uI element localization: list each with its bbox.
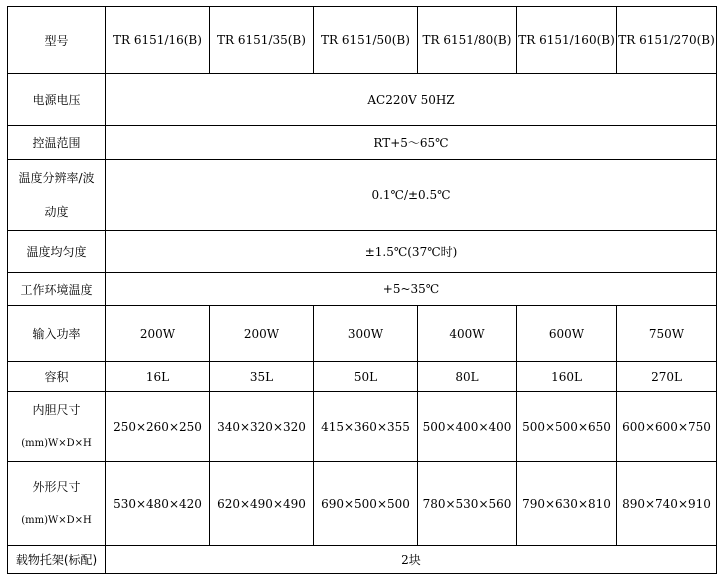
uniformity-value: ±1.5℃(37℃时) (106, 231, 717, 273)
volume-cell: 270L (617, 362, 717, 392)
ambient-label: 工作环境温度 (8, 273, 106, 306)
model-label: 型号 (8, 7, 106, 74)
power-supply-row (8, 74, 717, 126)
spec-table (7, 6, 717, 574)
temp-range-value: RT+5～65℃ (106, 126, 717, 160)
outer-size-cell: 790×630×810 (517, 462, 617, 546)
volume-label: 容积 (8, 362, 106, 392)
model-row (8, 7, 717, 74)
resolution-label (8, 160, 106, 231)
input-power-cell: 300W (314, 306, 418, 362)
uniformity-label: 温度均匀度 (8, 231, 106, 273)
input-power-cell: 600W (517, 306, 617, 362)
outer-size-label-line1: 外形尺寸 (32, 479, 81, 494)
outer-size-cell: 530×480×420 (106, 462, 210, 546)
temp-range-label: 控温范围 (8, 126, 106, 160)
uniformity-row (8, 231, 717, 273)
inner-size-label-line2: (mm)W×D×H (21, 437, 92, 449)
inner-size-cell: 250×260×250 (106, 392, 210, 462)
inner-size-label-line1: 内胆尺寸 (32, 402, 81, 417)
ambient-value: +5~35℃ (106, 273, 717, 306)
ambient-row (8, 273, 717, 306)
shelves-label: 载物托架(标配) (8, 546, 106, 574)
inner-size-row (8, 392, 717, 462)
outer-size-cell: 620×490×490 (210, 462, 314, 546)
input-power-cell: 200W (106, 306, 210, 362)
temp-range-row (8, 126, 717, 160)
shelves-value: 2块 (106, 546, 717, 574)
outer-size-cell: 690×500×500 (314, 462, 418, 546)
outer-size-row (8, 462, 717, 546)
model-cell: TR 6151/16(B) (106, 7, 210, 74)
volume-cell: 35L (210, 362, 314, 392)
inner-size-cell: 500×500×650 (517, 392, 617, 462)
model-cell: TR 6151/270(B) (617, 7, 717, 74)
input-power-cell: 200W (210, 306, 314, 362)
model-cell: TR 6151/160(B) (517, 7, 617, 74)
outer-size-cell: 780×530×560 (418, 462, 517, 546)
inner-size-cell: 340×320×320 (210, 392, 314, 462)
input-power-cell: 750W (617, 306, 717, 362)
input-power-label: 输入功率 (8, 306, 106, 362)
outer-size-label-line2: (mm)W×D×H (21, 514, 92, 526)
inner-size-label (8, 392, 106, 462)
shelves-row (8, 546, 717, 574)
volume-row (8, 362, 717, 392)
volume-cell: 160L (517, 362, 617, 392)
model-cell: TR 6151/50(B) (314, 7, 418, 74)
input-power-row (8, 306, 717, 362)
inner-size-cell: 500×400×400 (418, 392, 517, 462)
volume-cell: 80L (418, 362, 517, 392)
volume-cell: 16L (106, 362, 210, 392)
resolution-value: 0.1℃/±0.5℃ (106, 160, 717, 231)
resolution-label-line2: 动度 (44, 205, 69, 219)
model-cell: TR 6151/35(B) (210, 7, 314, 74)
outer-size-cell: 890×740×910 (617, 462, 717, 546)
resolution-label-line1: 温度分辨率/波 (18, 171, 95, 185)
power-supply-label: 电源电压 (8, 74, 106, 126)
outer-size-label (8, 462, 106, 546)
inner-size-cell: 600×600×750 (617, 392, 717, 462)
model-cell: TR 6151/80(B) (418, 7, 517, 74)
volume-cell: 50L (314, 362, 418, 392)
resolution-row (8, 160, 717, 231)
input-power-cell: 400W (418, 306, 517, 362)
inner-size-cell: 415×360×355 (314, 392, 418, 462)
power-supply-value: AC220V 50HZ (106, 74, 717, 126)
